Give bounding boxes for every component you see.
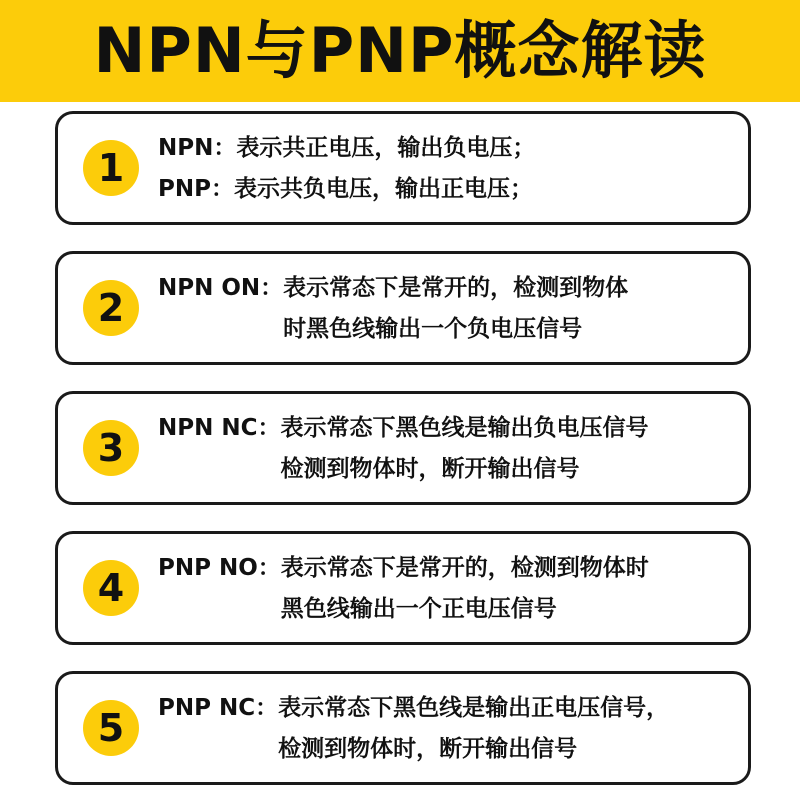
concept-card-5 — [55, 671, 751, 785]
card-2-text — [158, 274, 738, 344]
card-1-term-npn: NPN： — [158, 135, 237, 161]
card-3-text — [158, 414, 738, 484]
card-4-text — [158, 554, 738, 624]
number-badge-2: 2 — [83, 280, 139, 336]
card-4-desc-line1: 表示常态下是常开的，检测到物体时 — [280, 555, 649, 581]
number-badge-4: 4 — [83, 560, 139, 616]
card-2-term: NPN ON： — [158, 275, 284, 301]
concept-card-3 — [55, 391, 751, 505]
number-badge-3: 3 — [83, 420, 139, 476]
number-badge-5: 5 — [83, 700, 139, 756]
card-1-line-npn — [158, 134, 738, 163]
card-5-term: PNP NC： — [158, 695, 279, 721]
title-banner — [0, 0, 800, 102]
card-5-desc-line1: 表示常态下黑色线是输出正电压信号， — [278, 695, 670, 721]
card-1-text — [158, 134, 738, 204]
card-4-term: PNP NO： — [158, 555, 281, 581]
concept-card-1 — [55, 111, 751, 225]
card-5-desc-line2: 检测到物体时，断开输出信号 — [278, 736, 578, 762]
card-3-term: NPN NC： — [158, 415, 281, 441]
page-title: NPN与PNP概念解读 — [93, 14, 707, 87]
card-1-desc-pnp: 表示共负电压，输出正电压； — [233, 176, 533, 202]
concept-card-2 — [55, 251, 751, 365]
card-3-desc-line1: 表示常态下黑色线是输出负电压信号 — [280, 415, 649, 441]
card-1-term-pnp: PNP： — [158, 176, 234, 202]
card-5-text — [158, 694, 738, 764]
card-4-desc-line2: 黑色线输出一个正电压信号 — [280, 596, 557, 622]
card-2-desc-line1: 表示常态下是常开的，检测到物体 — [283, 275, 629, 301]
card-1-line-pnp — [158, 175, 738, 204]
concept-card-4 — [55, 531, 751, 645]
card-3-desc-line2: 检测到物体时，断开输出信号 — [280, 456, 580, 482]
card-2-desc-line2: 时黑色线输出一个负电压信号 — [283, 316, 583, 342]
card-1-desc-npn: 表示共正电压，输出负电压； — [236, 135, 536, 161]
number-badge-1: 1 — [83, 140, 139, 196]
